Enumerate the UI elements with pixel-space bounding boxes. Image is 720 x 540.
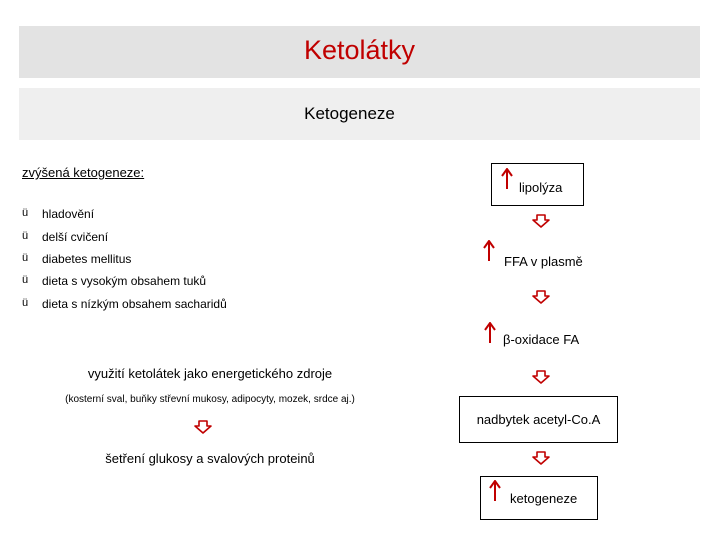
causes-heading: zvýšená ketogeneze:	[22, 165, 145, 180]
cause-item: hladovění	[42, 207, 95, 221]
down-arrow-icon	[193, 420, 213, 434]
step-label-ketogeneze: ketogeneze	[510, 491, 578, 506]
check-icon: ü	[22, 252, 29, 264]
page-subtitle: Ketogeneze	[304, 104, 395, 123]
up-arrow-icon	[483, 240, 495, 262]
up-arrow-icon	[484, 322, 496, 344]
cause-item: diabetes mellitus	[42, 252, 132, 266]
use-text: využití ketolátek jako energetického zdroje	[87, 366, 333, 381]
down-arrow-icon	[531, 214, 551, 228]
check-icon: ü	[22, 297, 29, 309]
up-arrow-icon	[501, 168, 513, 190]
down-arrow-icon	[531, 370, 551, 384]
step-label-acetyl-coa: nadbytek acetyl-Co.A	[476, 412, 601, 427]
check-icon: ü	[22, 207, 29, 219]
check-icon: ü	[22, 230, 29, 242]
cause-item: delší cvičení	[42, 230, 109, 244]
tissues-text: (kosterní sval, buňky střevní mukosy, adipocyty, mozek, srdce aj.)	[65, 394, 355, 405]
step-label-ffa: FFA v plasmě	[504, 254, 583, 269]
check-icon: ü	[22, 274, 29, 286]
cause-item: dieta s vysokým obsahem tuků	[42, 274, 207, 288]
cause-item: dieta s nízkým obsahem sacharidů	[42, 297, 227, 311]
step-label-beta-oxidation: β-oxidace FA	[503, 332, 580, 347]
saving-text: šetření glukosy a svalových proteinů	[105, 451, 315, 466]
down-arrow-icon	[531, 290, 551, 304]
page-title: Ketolátky	[303, 35, 416, 65]
up-arrow-icon	[489, 480, 501, 502]
step-label-lipolyza: lipolýza	[519, 180, 563, 195]
down-arrow-icon	[531, 451, 551, 465]
